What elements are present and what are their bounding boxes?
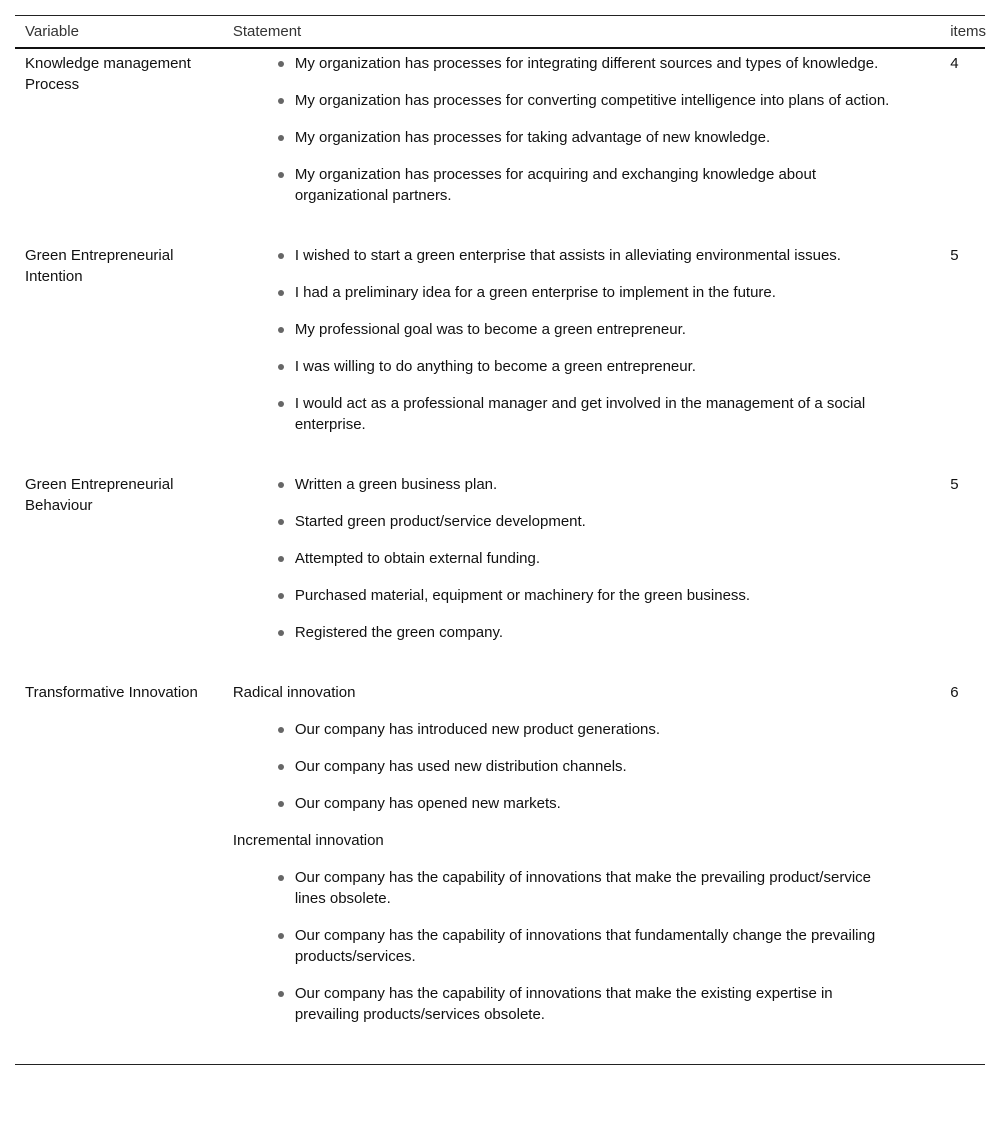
list-item — [285, 585, 930, 606]
statement-text: Our company has opened new markets. — [294, 795, 561, 812]
header-statement: Statement — [232, 23, 302, 40]
statement-text: I was willing to do anything to become a green entrepreneur. — [294, 358, 696, 375]
table-row — [15, 470, 985, 678]
list-item — [285, 245, 930, 266]
header-variable: Variable — [25, 23, 79, 40]
statement-text: My professional goal was to become a green entrepreneur. — [294, 321, 686, 338]
list-item — [285, 925, 930, 967]
statement-list — [233, 719, 930, 814]
list-item — [285, 756, 930, 777]
list-item — [285, 164, 930, 206]
bullet-icon — [278, 290, 284, 296]
header-items: items — [950, 23, 987, 40]
statement-text: Registered the green company. — [294, 624, 504, 641]
list-item — [285, 319, 930, 340]
list-item — [285, 474, 930, 495]
list-item — [285, 393, 930, 435]
list-item — [285, 793, 930, 814]
table-row — [15, 48, 985, 241]
statement-text: Our company has the capability of innovations that make the existing expertise in prevailing products/services obsolete. — [294, 985, 833, 1023]
statement-list — [233, 867, 930, 1025]
measurement-table — [15, 15, 985, 1065]
list-item — [285, 983, 930, 1025]
subheading: Incremental innovation — [232, 832, 384, 849]
statement-list — [233, 245, 930, 435]
variable-cell: Green Entrepreneurial Intention — [25, 247, 174, 285]
table-row — [15, 241, 985, 470]
bullet-icon — [278, 764, 284, 770]
statement-text: Our company has the capability of innovations that fundamentally change the prevailing products/services. — [294, 927, 876, 965]
bullet-icon — [278, 364, 284, 370]
list-item — [285, 282, 930, 303]
statement-text: Started green product/service development. — [294, 513, 586, 530]
bullet-icon — [278, 991, 284, 997]
header-row — [15, 16, 985, 49]
statement-list — [233, 53, 930, 206]
items-cell: 6 — [950, 684, 959, 701]
items-cell: 5 — [950, 247, 959, 264]
bullet-icon — [278, 593, 284, 599]
statement-list — [233, 474, 930, 643]
list-item — [285, 511, 930, 532]
bullet-icon — [278, 556, 284, 562]
list-item — [285, 53, 930, 74]
list-item — [285, 867, 930, 909]
statement-cell — [223, 48, 940, 241]
statement-text: Written a green business plan. — [294, 476, 498, 493]
statement-text: I would act as a professional manager and get involved in the management of a social enterprise. — [294, 395, 866, 433]
statement-cell — [223, 241, 940, 470]
bullet-icon — [278, 630, 284, 636]
items-cell: 4 — [950, 55, 959, 72]
bullet-icon — [278, 875, 284, 881]
statement-cell — [223, 678, 940, 1065]
table-row — [15, 678, 985, 1065]
bullet-icon — [278, 727, 284, 733]
bullet-icon — [278, 61, 284, 67]
bullet-icon — [278, 253, 284, 259]
variable-cell: Knowledge management Process — [25, 55, 191, 93]
statement-cell — [223, 470, 940, 678]
bullet-icon — [278, 801, 284, 807]
statement-text: Our company has introduced new product generations. — [294, 721, 661, 738]
statement-text: My organization has processes for integrating different sources and types of knowledge. — [294, 55, 879, 72]
bullet-icon — [278, 172, 284, 178]
statement-text: Attempted to obtain external funding. — [294, 550, 541, 567]
variable-cell: Green Entrepreneurial Behaviour — [25, 476, 174, 514]
bullet-icon — [278, 519, 284, 525]
bullet-icon — [278, 933, 284, 939]
list-item — [285, 548, 930, 569]
list-item — [285, 719, 930, 740]
statement-text: Purchased material, equipment or machinery for the green business. — [294, 587, 751, 604]
statement-text: I wished to start a green enterprise that assists in alleviating environmental issues. — [294, 247, 841, 264]
bullet-icon — [278, 482, 284, 488]
list-item — [285, 356, 930, 377]
bullet-icon — [278, 135, 284, 141]
statement-text: My organization has processes for acquiring and exchanging knowledge about organizational partners. — [294, 166, 817, 204]
statement-text: My organization has processes for converting competitive intelligence into plans of action. — [294, 92, 890, 109]
list-item — [285, 622, 930, 643]
bullet-icon — [278, 98, 284, 104]
variable-cell: Transformative Innovation — [25, 684, 198, 701]
list-item — [285, 127, 930, 148]
statement-text: Our company has the capability of innovations that make the prevailing product/service lines obsolete. — [294, 869, 871, 907]
bullet-icon — [278, 401, 284, 407]
subheading: Radical innovation — [232, 684, 356, 701]
statement-text: I had a preliminary idea for a green enterprise to implement in the future. — [294, 284, 776, 301]
statement-text: Our company has used new distribution channels. — [294, 758, 627, 775]
list-item — [285, 90, 930, 111]
statement-text: My organization has processes for taking advantage of new knowledge. — [294, 129, 771, 146]
items-cell: 5 — [950, 476, 959, 493]
bullet-icon — [278, 327, 284, 333]
